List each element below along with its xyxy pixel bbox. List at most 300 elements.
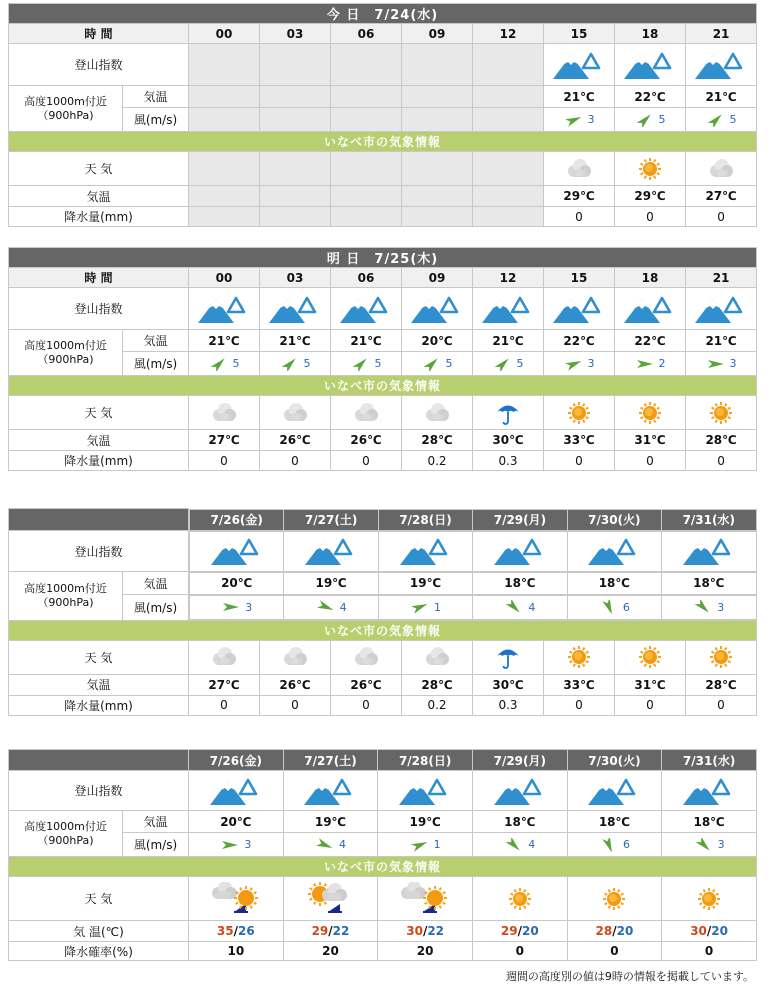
mountain-icon (681, 783, 737, 797)
day-header-group (189, 509, 757, 531)
altitude-temp: 18℃ (662, 572, 756, 594)
mountain-icon (586, 783, 642, 797)
precip-cell: 0 (686, 451, 757, 471)
hourly-table-0 (8, 3, 757, 227)
temp-low: 26 (238, 924, 255, 938)
wind-arrow-icon (599, 600, 619, 615)
wind-label: 風(m/s) (123, 352, 189, 376)
precip-cell: 0 (544, 451, 615, 471)
wind-cell (378, 595, 472, 619)
empty-cell (260, 86, 331, 108)
umbrella-icon (495, 650, 521, 664)
temp-low: 22 (427, 924, 445, 938)
wind-arrow-icon (351, 356, 371, 371)
cloud-sun-icon (212, 891, 260, 905)
precip-cell: 0.2 (402, 695, 473, 715)
city-temp: 33℃ (544, 430, 615, 451)
altitude-temp: 21℃ (686, 330, 757, 352)
mountain-icon (693, 301, 749, 315)
temp-label: 気温 (123, 811, 189, 833)
city-temp: 28℃ (402, 674, 473, 695)
empty-cell (331, 207, 402, 227)
climb-index-cell (260, 288, 331, 330)
city-weather-header: いなべ市の気象情報 (9, 376, 757, 396)
empty-cell (331, 86, 402, 108)
wind-speed: 2 (658, 357, 666, 370)
climb-index-label: 登山指数 (9, 771, 189, 811)
pressure-text: （900hPa) (37, 352, 94, 366)
sun-icon (709, 650, 733, 664)
city-temp: 30℃ (473, 430, 544, 451)
wind-arrow-icon (493, 356, 513, 371)
temp-high: 30 (690, 924, 707, 938)
empty-cell (473, 186, 544, 207)
precip-cell: 0 (615, 451, 686, 471)
mountain-icon (492, 544, 548, 558)
wind-speed: 3 (717, 838, 725, 851)
weather-label: 天 気 (9, 877, 189, 921)
precip-cell: 0 (189, 695, 260, 715)
empty-cell (260, 186, 331, 207)
climb-index-cell (686, 44, 757, 86)
climb-index-cell (615, 288, 686, 330)
hour-header: 03 (260, 24, 331, 44)
wind-label: 風(m/s) (123, 833, 189, 857)
footnote: 週間の高度別の値は9時の情報を掲載しています。 (505, 970, 754, 983)
altitude-temp: 18℃ (567, 572, 661, 594)
city-temp: 29℃ (615, 186, 686, 207)
mountain-icon (622, 301, 678, 315)
wind-arrow-icon (706, 356, 726, 371)
wind-cell (615, 108, 686, 132)
mountain-icon (267, 301, 323, 315)
empty-cell (260, 44, 331, 86)
city-temp: 26℃ (331, 430, 402, 451)
sun-icon (508, 891, 532, 905)
wind-cell (544, 352, 615, 376)
altitude-text: 高度1000m付近 (24, 94, 107, 108)
temp-label: 気温 (123, 330, 189, 352)
wind-speed: 3 (587, 113, 595, 126)
weather-cell (402, 396, 473, 430)
hour-header: 06 (331, 24, 402, 44)
climb-index-cell (686, 288, 757, 330)
pressure-text: （900hPa) (37, 595, 94, 609)
weather-cell (686, 152, 757, 186)
empty-cell (189, 186, 260, 207)
temp-low: 20 (521, 924, 539, 938)
wind-cell (544, 108, 615, 132)
hour-header: 12 (473, 24, 544, 44)
climb-index-cell (283, 771, 378, 811)
empty-cell (473, 44, 544, 86)
temp-separator: / (328, 924, 333, 938)
precip-cell: 0 (331, 695, 402, 715)
temp-high: 28 (595, 924, 613, 938)
precip-cell: 0 (544, 695, 615, 715)
empty-cell (189, 108, 260, 132)
empty-cell (189, 86, 260, 108)
temp-separator: / (422, 924, 428, 938)
empty-cell (260, 207, 331, 227)
altitude-temp: 18℃ (662, 811, 757, 833)
city-temp-range (189, 921, 284, 942)
climb-index-cell (331, 288, 402, 330)
climb-index-cell (544, 44, 615, 86)
wind-arrow-icon (221, 600, 241, 615)
day-header: 7/31(水) (662, 750, 757, 771)
empty-cell (402, 152, 473, 186)
altitude-temp: 20℃ (190, 572, 284, 594)
empty-cell (331, 108, 402, 132)
weather-cell (189, 640, 260, 674)
wind-arrow-icon (315, 837, 335, 852)
wind-arrow-icon (564, 356, 584, 371)
hour-header: 18 (615, 24, 686, 44)
wind-speed: 3 (245, 600, 253, 614)
wind-cell (189, 833, 284, 857)
wind-cell (686, 108, 757, 132)
precip-prob-cell: 20 (283, 942, 378, 961)
climb-index-cell (378, 531, 472, 571)
precip-cell: 0.2 (402, 451, 473, 471)
city-temp: 26℃ (331, 674, 402, 695)
climb-index-label: 登山指数 (9, 44, 189, 86)
day-header: 7/28(日) (378, 509, 472, 530)
mountain-icon (209, 544, 265, 558)
wind-cell (284, 595, 378, 619)
city-temp-range (472, 921, 567, 942)
wind-speed: 3 (717, 600, 725, 614)
wind-arrow-icon (422, 356, 442, 371)
weather-label: 天 気 (9, 640, 189, 674)
time-label: 時 間 (9, 268, 189, 288)
climb-index-cell (189, 771, 284, 811)
weather-cell (615, 396, 686, 430)
city-temp-range (662, 921, 757, 942)
weather-cell (260, 640, 331, 674)
climb-index-cell (402, 288, 473, 330)
altitude-temp: 20℃ (189, 811, 284, 833)
temp-separator: / (612, 924, 617, 938)
precip-cell: 0 (615, 207, 686, 227)
precip-cell: 0 (686, 207, 757, 227)
empty-cell (260, 152, 331, 186)
hour-header: 00 (189, 24, 260, 44)
climb-index-cell (544, 288, 615, 330)
cloud-icon (352, 405, 380, 419)
sun-icon (567, 650, 591, 664)
temp-high: 29 (311, 924, 329, 938)
day-header: 7/29(月) (473, 509, 567, 530)
climb-index-cell (189, 288, 260, 330)
empty-cell (189, 207, 260, 227)
altitude-label (9, 330, 123, 376)
city-temp: 28℃ (402, 430, 473, 451)
wind-arrow-icon (220, 837, 240, 852)
wind-speed: 4 (339, 600, 347, 614)
altitude-text: 高度1000m付近 (24, 338, 107, 352)
umbrella-icon (495, 405, 521, 419)
wind-speed: 4 (528, 600, 536, 614)
altitude-text: 高度1000m付近 (24, 581, 107, 595)
day-header: 7/30(火) (567, 509, 661, 530)
altitude-text: 高度1000m付近 (24, 819, 107, 833)
city-weather-header: いなべ市の気象情報 (9, 857, 757, 877)
cloud-icon (210, 405, 238, 419)
weather-cell (331, 640, 402, 674)
weather-cell (378, 877, 473, 921)
blank-header (9, 509, 189, 531)
city-temp: 28℃ (686, 430, 757, 451)
wind-cell (402, 352, 473, 376)
weekly-table-a (8, 508, 757, 716)
precip-prob-cell: 0 (472, 942, 567, 961)
sun-icon (709, 405, 733, 419)
precip-prob-cell: 10 (189, 942, 284, 961)
weather-cell (686, 396, 757, 430)
climb-index-cell (378, 771, 473, 811)
hour-header: 15 (544, 24, 615, 44)
empty-cell (402, 186, 473, 207)
day-header: 7/26(金) (190, 509, 284, 530)
city-temp: 27℃ (686, 186, 757, 207)
climb-index-cell (472, 771, 567, 811)
hour-header: 09 (402, 24, 473, 44)
altitude-temp: 20℃ (402, 330, 473, 352)
wind-speed: 5 (658, 113, 666, 126)
altitude-temp: 19℃ (283, 811, 378, 833)
day-header: 7/28(日) (378, 750, 473, 771)
hour-header: 15 (544, 268, 615, 288)
cloud-icon (281, 650, 309, 664)
altitude-temp: 18℃ (473, 572, 567, 594)
wind-speed: 6 (622, 838, 630, 851)
precip-cell: 0 (615, 695, 686, 715)
climb-index-cell (662, 771, 757, 811)
climb-index-cell (190, 531, 284, 571)
wind-arrow-icon (693, 600, 713, 615)
city-temp-range (283, 921, 378, 942)
altitude-label (9, 572, 123, 621)
temp-high: 30 (406, 924, 423, 938)
wind-arrow-icon (410, 837, 430, 852)
wind-arrow-icon (504, 837, 524, 852)
altitude-temp: 21℃ (189, 330, 260, 352)
mountain-icon (586, 544, 642, 558)
empty-cell (473, 86, 544, 108)
temp-high: 35 (216, 924, 234, 938)
cloud-sun-icon (401, 891, 449, 905)
mountain-icon (681, 544, 737, 558)
sun-icon (638, 650, 662, 664)
temp-low: 20 (616, 924, 634, 938)
altitude-temp: 19℃ (378, 811, 473, 833)
temp-low: 20 (711, 924, 728, 938)
city-temp-range (567, 921, 662, 942)
empty-cell (473, 152, 544, 186)
weather-cell (189, 396, 260, 430)
day-header: 7/31(水) (662, 509, 756, 530)
day-header: 7/27(土) (284, 509, 378, 530)
day-header: 7/27(土) (283, 750, 378, 771)
climb-index-cell (473, 531, 567, 571)
altitude-label (9, 811, 123, 857)
pressure-text: （900hPa) (37, 833, 94, 847)
table-title: 今 日 7/24(水) (9, 4, 757, 24)
wind-arrow-icon (410, 600, 430, 615)
empty-cell (402, 108, 473, 132)
city-temp: 29℃ (544, 186, 615, 207)
sun-icon (602, 891, 626, 905)
cloud-icon (565, 161, 593, 175)
sun-icon (638, 405, 662, 419)
altitude-temp: 18℃ (567, 811, 662, 833)
weather-cell (662, 877, 757, 921)
mountain-icon (480, 301, 536, 315)
weather-label: 天 気 (9, 152, 189, 186)
hour-header: 09 (402, 268, 473, 288)
wind-cell (473, 352, 544, 376)
wind-cell (190, 595, 284, 619)
wind-cell (378, 833, 473, 857)
wind-arrow-icon (694, 837, 714, 852)
weekly-table-b (8, 749, 757, 961)
day-header: 7/29(月) (472, 750, 567, 771)
temp-separator: / (233, 924, 239, 938)
weather-cell (544, 640, 615, 674)
wind-speed: 5 (729, 113, 737, 126)
time-label: 時 間 (9, 24, 189, 44)
precip-cell: 0 (686, 695, 757, 715)
wind-speed: 1 (433, 838, 441, 851)
wind-speed: 1 (434, 600, 442, 614)
precip-cell: 0 (260, 451, 331, 471)
cloud-icon (281, 405, 309, 419)
altitude-temp: 21℃ (686, 86, 757, 108)
climb-row (189, 531, 757, 572)
wind-speed: 5 (516, 357, 524, 370)
weather-cell (544, 396, 615, 430)
temp-separator: / (517, 924, 522, 938)
weather-cell (473, 396, 544, 430)
precip-label: 降水量(mm) (9, 207, 189, 227)
hour-header: 03 (260, 268, 331, 288)
empty-cell (402, 207, 473, 227)
precip-cell: 0.3 (473, 695, 544, 715)
mountain-icon (551, 301, 607, 315)
blank-header (9, 750, 189, 771)
climb-index-cell (567, 531, 661, 571)
wind-arrow-icon (280, 356, 300, 371)
empty-cell (260, 108, 331, 132)
wind-speed: 5 (374, 357, 382, 370)
city-temp: 27℃ (189, 430, 260, 451)
temp-label: 気温 (123, 572, 189, 595)
altitude-temp: 21℃ (260, 330, 331, 352)
city-temp-label: 気温 (9, 186, 189, 207)
precip-cell: 0.3 (473, 451, 544, 471)
city-temp: 28℃ (686, 674, 757, 695)
weather-cell (686, 640, 757, 674)
mountain-icon (492, 783, 548, 797)
altitude-temp: 18℃ (472, 811, 567, 833)
weather-cell (472, 877, 567, 921)
mountain-icon (196, 301, 252, 315)
wind-arrow-icon (706, 112, 726, 127)
mountain-icon (208, 783, 264, 797)
wind-speed: 3 (587, 357, 595, 370)
pressure-text: （900hPa) (37, 108, 94, 122)
wind-cell (662, 833, 757, 857)
city-temp-label: 気温 (9, 430, 189, 451)
cloud-icon (352, 650, 380, 664)
wind-cell (260, 352, 331, 376)
wind-arrow-icon (564, 112, 584, 127)
city-temp: 30℃ (473, 674, 544, 695)
wind-arrow-icon (635, 112, 655, 127)
weather-cell (283, 877, 378, 921)
climb-index-cell (284, 531, 378, 571)
climb-index-label: 登山指数 (9, 288, 189, 330)
city-temp: 26℃ (260, 674, 331, 695)
sun-icon (638, 161, 662, 175)
sun-icon (567, 405, 591, 419)
wind-speed: 5 (445, 357, 453, 370)
wind-speed: 5 (232, 357, 240, 370)
weather-label: 天 気 (9, 396, 189, 430)
empty-cell (402, 86, 473, 108)
weather-cell (402, 640, 473, 674)
city-temp-range (378, 921, 473, 942)
hour-header: 21 (686, 24, 757, 44)
city-temp-label: 気温 (9, 674, 189, 695)
cloud-icon (707, 161, 735, 175)
altitude-label (9, 86, 123, 132)
mountain-icon (397, 783, 453, 797)
wind-cell (567, 595, 661, 619)
climb-index-cell (662, 531, 756, 571)
wind-speed: 5 (303, 357, 311, 370)
cloud-icon (423, 405, 451, 419)
precip-cell: 0 (331, 451, 402, 471)
empty-cell (331, 152, 402, 186)
climb-index-cell (567, 771, 662, 811)
mountain-icon (693, 57, 749, 71)
cloud-icon (423, 650, 451, 664)
wind-cell (615, 352, 686, 376)
city-temp: 33℃ (544, 674, 615, 695)
weather-cell (615, 152, 686, 186)
weather-cell (544, 152, 615, 186)
wind-speed: 6 (622, 600, 630, 614)
precip-cell: 0 (189, 451, 260, 471)
weather-cell (260, 396, 331, 430)
weather-cell (189, 877, 284, 921)
altitude-temp: 22℃ (615, 86, 686, 108)
wind-arrow-icon (316, 600, 336, 615)
mountain-icon (398, 544, 454, 558)
wind-speed: 4 (528, 838, 536, 851)
temp-low: 22 (332, 924, 350, 938)
wind-cell (686, 352, 757, 376)
empty-cell (331, 44, 402, 86)
day-header: 7/30(火) (567, 750, 662, 771)
city-weather-header: いなべ市の気象情報 (9, 132, 757, 152)
empty-cell (473, 108, 544, 132)
climb-index-label: 登山指数 (9, 531, 189, 572)
altitude-temp: 22℃ (615, 330, 686, 352)
